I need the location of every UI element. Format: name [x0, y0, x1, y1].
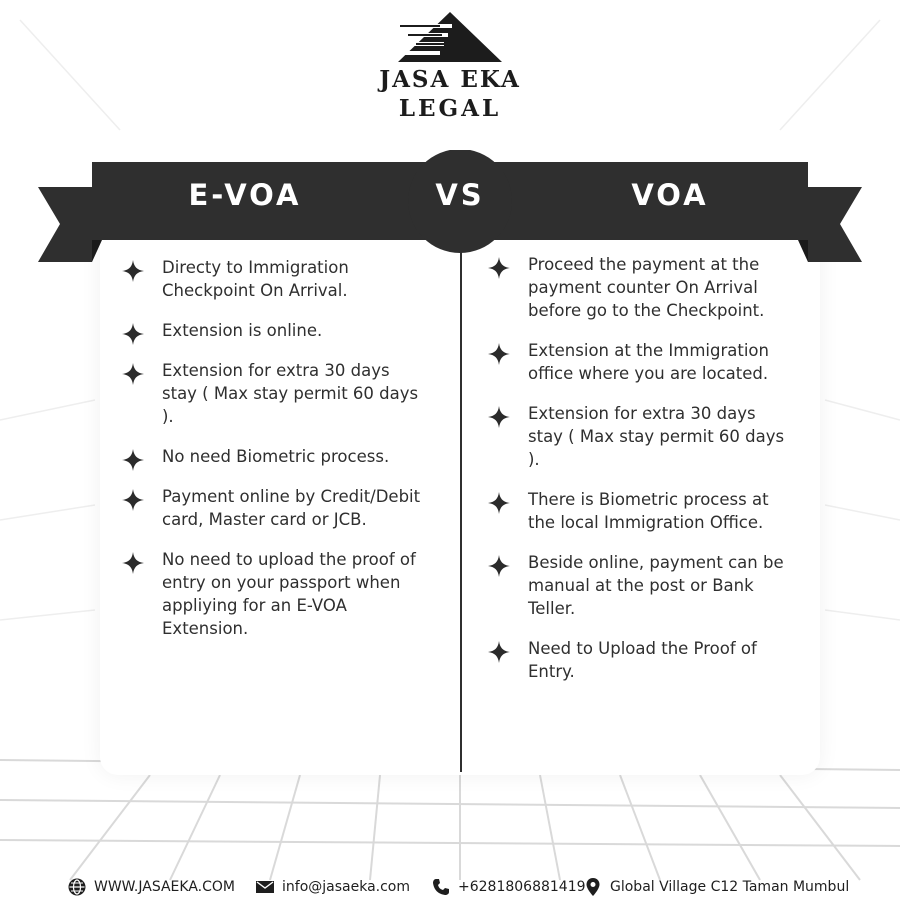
evoa-column: [122, 256, 422, 640]
evoa-item: [122, 445, 422, 468]
footer-website[interactable]: [68, 878, 235, 896]
evoa-item: [122, 548, 422, 640]
sparkle-star-icon: [488, 257, 510, 279]
evoa-item: [122, 256, 422, 302]
voa-item-text: Need to Upload the Proof of Entry.: [528, 639, 757, 681]
sparkle-star-icon: [488, 343, 510, 365]
website-text: WWW.JASAEKA.COM: [94, 879, 235, 895]
mail-icon: [256, 878, 274, 896]
sparkle-star-icon: [488, 406, 510, 428]
phone-icon: [432, 878, 450, 896]
phone-text: +6281806881419: [458, 879, 586, 895]
sparkle-star-icon: [488, 555, 510, 577]
evoa-item: [122, 319, 422, 342]
voa-column: [488, 253, 788, 683]
sparkle-star-icon: [122, 363, 144, 385]
evoa-heading: E-VOA: [188, 178, 302, 212]
sparkle-star-icon: [122, 489, 144, 511]
voa-item-text: Extension for extra 30 days stay ( Max stay permit 60 days ).: [528, 404, 785, 469]
location-pin-icon: [584, 878, 602, 896]
footer-email[interactable]: [256, 878, 410, 896]
evoa-item-text: No need to upload the proof of entry on your passport when appliying for an E-VOA Extension.: [162, 550, 416, 638]
company-logo: [0, 8, 900, 122]
versus-label: VS: [435, 178, 485, 212]
evoa-item-text: Extension is online.: [162, 321, 323, 340]
voa-item: [488, 339, 788, 385]
sparkle-star-icon: [488, 492, 510, 514]
voa-item: [488, 637, 788, 683]
evoa-item-text: No need Biometric process.: [162, 447, 390, 466]
voa-item-text: Beside online, payment can be manual at the post or Bank Teller.: [528, 553, 784, 618]
logo-name-line-1: JASA EKA: [379, 66, 521, 93]
voa-item: [488, 488, 788, 534]
contact-footer: [0, 878, 900, 900]
triangle-stripes-logo-icon: [390, 8, 510, 64]
evoa-item-text: Payment online by Credit/Debit card, Master card or JCB.: [162, 487, 421, 529]
email-text: info@jasaeka.com: [282, 879, 411, 895]
sparkle-star-icon: [488, 641, 510, 663]
globe-icon: [68, 878, 86, 896]
voa-heading: VOA: [631, 178, 709, 212]
voa-item: [488, 402, 788, 471]
evoa-item: [122, 359, 422, 428]
evoa-item: [122, 485, 422, 531]
voa-item: [488, 253, 788, 322]
voa-item-text: Extension at the Immigration office where you are located.: [528, 341, 769, 383]
footer-phone[interactable]: [432, 878, 586, 896]
voa-item-text: Proceed the payment at the payment counter On Arrival before go to the Checkpoint.: [528, 255, 765, 320]
logo-name-line-2: LEGAL: [398, 95, 502, 122]
sparkle-star-icon: [122, 323, 144, 345]
address-text: Global Village C12 Taman Mumbul: [610, 879, 850, 895]
sparkle-star-icon: [122, 260, 144, 282]
voa-item-text: There is Biometric process at the local Immigration Office.: [528, 490, 769, 532]
footer-address: [584, 878, 849, 896]
voa-item: [488, 551, 788, 620]
sparkle-star-icon: [122, 552, 144, 574]
evoa-item-text: Extension for extra 30 days stay ( Max stay permit 60 days ).: [162, 361, 419, 426]
sparkle-star-icon: [122, 449, 144, 471]
evoa-item-text: Directy to Immigration Checkpoint On Arrival.: [162, 258, 349, 300]
column-divider: [460, 250, 462, 772]
